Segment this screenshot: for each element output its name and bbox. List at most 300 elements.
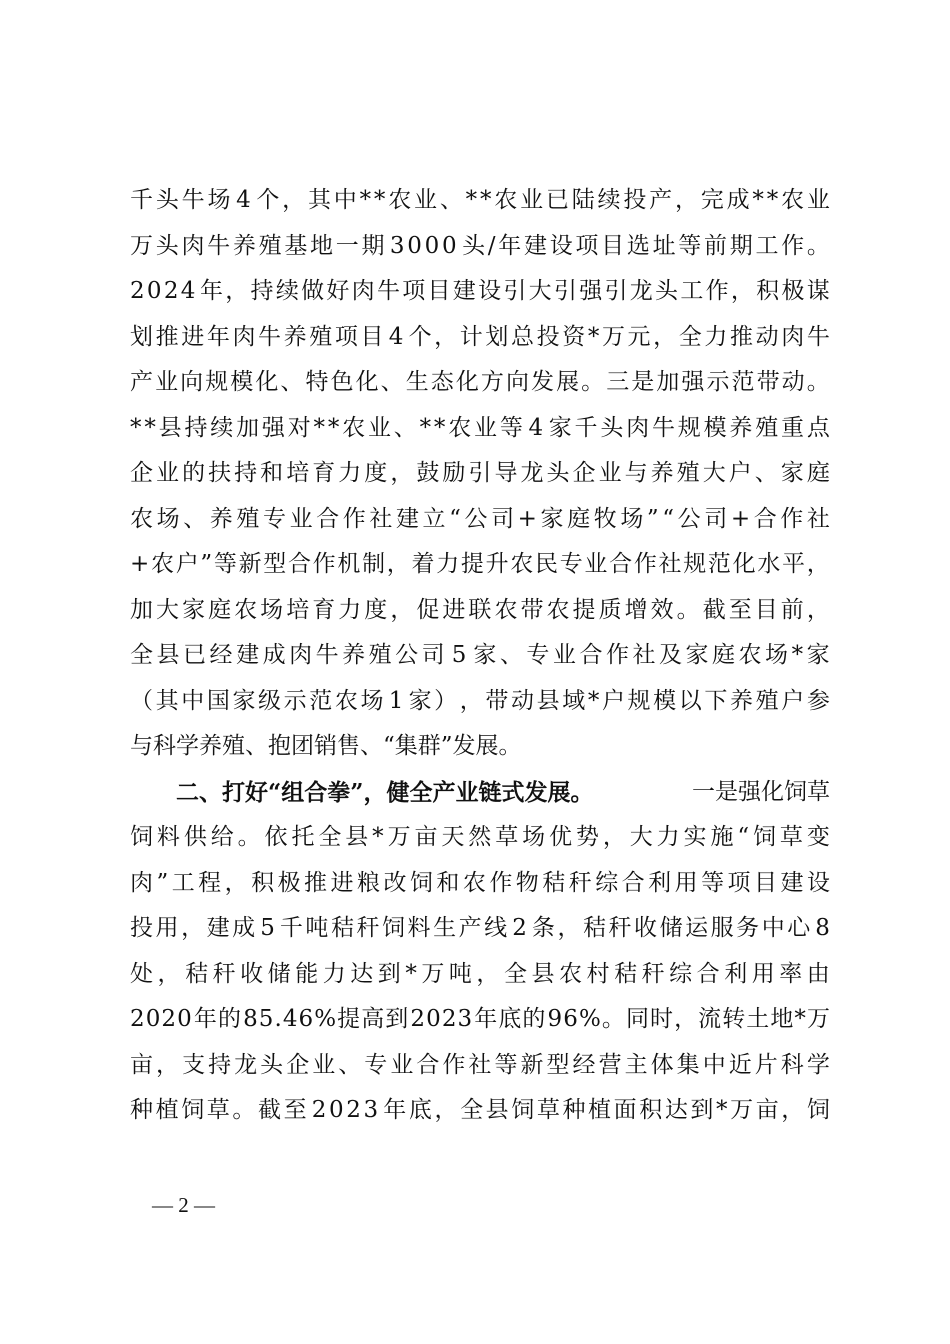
glyph: 面	[613, 1097, 637, 1123]
glyph: 型	[263, 551, 287, 577]
glyph: 到	[377, 960, 401, 987]
glyph: 草	[536, 1097, 560, 1123]
glyph: 4	[528, 414, 544, 441]
glyph: 进	[442, 596, 466, 623]
glyph: *	[587, 323, 600, 350]
glyph: 秸	[582, 915, 606, 941]
glyph: 万	[421, 960, 445, 987]
glyph: 联	[468, 596, 492, 623]
glyph: 。	[237, 824, 261, 850]
glyph: 用	[751, 960, 775, 987]
glyph: 社	[806, 505, 830, 532]
glyph: 业	[598, 460, 622, 486]
glyph: 极	[781, 278, 805, 304]
glyph: 设	[549, 232, 573, 259]
glyph: 年	[498, 232, 522, 259]
glyph: 0	[145, 1006, 161, 1032]
text-line	[130, 997, 830, 1043]
glyph: 。	[601, 1006, 625, 1032]
glyph: 截	[257, 1097, 281, 1123]
glyph: 等	[213, 551, 237, 577]
glyph: 目	[754, 869, 778, 896]
glyph: 综	[595, 869, 619, 896]
text-line	[130, 815, 830, 861]
glyph: %	[314, 1006, 337, 1032]
glyph: ）	[434, 687, 458, 714]
glyph: ，	[157, 960, 181, 987]
glyph: 综	[669, 960, 693, 987]
glyph: 底	[408, 1097, 432, 1123]
glyph: ，	[806, 551, 830, 577]
glyph: 产	[649, 187, 673, 213]
glyph: 牛	[651, 414, 675, 441]
glyph: 条	[531, 915, 555, 941]
glyph: 积	[639, 1097, 663, 1123]
glyph: 饲	[753, 824, 777, 850]
glyph: 处	[130, 960, 153, 987]
glyph: 牛	[376, 278, 400, 304]
glyph: 达	[664, 1097, 688, 1123]
glyph: 成	[262, 642, 286, 668]
glyph: 作	[312, 551, 336, 577]
glyph: 家	[806, 642, 830, 668]
glyph: 集	[676, 1051, 700, 1078]
glyph: 依	[264, 824, 288, 850]
glyph: 工	[171, 869, 195, 896]
glyph: 前	[704, 232, 727, 259]
glyph: 片	[754, 1051, 778, 1078]
glyph: 目	[427, 278, 451, 304]
glyph: 化	[355, 369, 379, 395]
glyph: 饲	[511, 1097, 535, 1123]
glyph: 基	[284, 232, 308, 259]
glyph: 成	[726, 187, 750, 213]
text-line	[130, 406, 830, 452]
glyph: 进	[330, 869, 354, 896]
glyph: 已	[545, 187, 569, 213]
glyph: 着	[411, 551, 435, 577]
glyph: 专	[364, 1051, 388, 1078]
glyph: ，	[181, 915, 205, 941]
glyph: 业	[390, 1051, 414, 1078]
glyph: 企	[572, 460, 596, 486]
glyph: *	[405, 960, 417, 987]
glyph: 、	[183, 505, 207, 532]
glyph: +	[517, 505, 537, 532]
glyph: 龙	[629, 278, 653, 304]
glyph: 3	[363, 1097, 379, 1123]
glyph: 。	[232, 1097, 256, 1123]
glyph: 全	[503, 960, 527, 987]
glyph: 业	[552, 642, 576, 668]
glyph: 合	[609, 551, 633, 577]
glyph: 模	[703, 414, 727, 441]
glyph: 养	[650, 460, 674, 486]
glyph: 度	[364, 596, 388, 623]
glyph: *	[766, 187, 779, 213]
glyph: 色	[330, 369, 354, 395]
glyph: ”	[156, 869, 169, 896]
glyph: 升	[485, 551, 509, 577]
text-line	[130, 178, 830, 224]
glyph: 4	[282, 1006, 298, 1032]
glyph: 县	[536, 687, 560, 714]
glyph: 料	[407, 915, 431, 941]
glyph: 其	[155, 687, 179, 714]
glyph: 范	[309, 687, 333, 714]
glyph: 谋	[806, 278, 830, 304]
glyph: 饲	[382, 915, 406, 941]
glyph: 肉	[232, 323, 256, 350]
glyph: 植	[588, 1097, 612, 1123]
glyph: 新	[238, 551, 262, 577]
glyph: 和	[436, 869, 460, 896]
glyph: 专	[526, 642, 550, 668]
glyph: 率	[779, 960, 803, 987]
text-line	[130, 269, 830, 315]
glyph: 年	[474, 1006, 498, 1032]
glyph: 促	[416, 596, 440, 623]
glyph: 家	[232, 687, 256, 714]
glyph: 收	[634, 915, 658, 941]
glyph: 力	[656, 824, 680, 850]
glyph: 储	[659, 915, 683, 941]
glyph: 0	[426, 1006, 441, 1032]
glyph: 4	[180, 278, 196, 304]
glyph: 项	[575, 232, 599, 259]
glyph: 农	[494, 596, 518, 623]
glyph: 业	[155, 369, 179, 395]
glyph: 力	[338, 596, 362, 623]
glyph: 带	[485, 687, 509, 714]
glyph: 龙	[520, 460, 544, 486]
glyph: 草	[206, 1097, 230, 1123]
glyph: 作	[442, 1051, 466, 1078]
glyph: 到	[385, 1006, 409, 1032]
glyph: 1	[388, 687, 404, 714]
glyph: %	[578, 1006, 601, 1032]
glyph: 作	[342, 505, 366, 532]
glyph: 4	[388, 323, 404, 350]
glyph: 业	[806, 187, 830, 213]
glyph: 。	[676, 596, 700, 623]
glyph: 牛	[315, 642, 339, 668]
glyph: 培	[286, 596, 310, 623]
glyph: 庭	[712, 642, 736, 668]
glyph: 千	[574, 414, 598, 441]
glyph: 业	[474, 414, 497, 441]
text-line	[130, 861, 830, 907]
glyph: 场	[260, 596, 284, 623]
glyph: 积	[251, 869, 275, 896]
glyph: 殖	[236, 505, 260, 532]
glyph: 加	[130, 596, 153, 623]
glyph: 业	[312, 1051, 336, 1078]
glyph: 设	[806, 869, 830, 896]
glyph: 农	[510, 551, 534, 577]
glyph: 养	[729, 687, 753, 714]
glyph: 作	[489, 869, 513, 896]
glyph: 0	[177, 1006, 192, 1032]
glyph: 持	[208, 1051, 232, 1078]
glyph: 强	[681, 369, 705, 395]
body-text	[130, 178, 830, 1134]
glyph: 农	[234, 596, 258, 623]
glyph: 2	[410, 1006, 426, 1032]
glyph: 制	[362, 551, 386, 577]
glyph: 饲	[181, 1097, 205, 1123]
glyph: 的	[217, 1006, 241, 1032]
glyph: 三	[606, 369, 630, 395]
glyph: 2	[163, 278, 179, 304]
glyph: 、	[338, 1051, 362, 1078]
glyph: 规	[627, 687, 651, 714]
glyph: 施	[710, 824, 734, 850]
glyph: 合	[621, 869, 645, 896]
glyph: 肉	[289, 642, 313, 668]
glyph: 种	[130, 1097, 153, 1123]
glyph: 体	[650, 1051, 674, 1078]
glyph: 引	[604, 278, 628, 304]
glyph: 规	[683, 551, 707, 577]
glyph: 农	[546, 596, 570, 623]
glyph: 近	[728, 1051, 752, 1078]
glyph: 经	[209, 642, 233, 668]
glyph: 牛	[181, 187, 205, 213]
glyph: 收	[240, 960, 264, 987]
glyph: 个	[408, 323, 432, 350]
glyph: 目	[601, 232, 625, 259]
glyph: 培	[286, 460, 310, 486]
glyph: 农	[388, 187, 412, 213]
glyph: 合	[753, 505, 777, 532]
glyph: 加	[236, 414, 260, 441]
glyph: 工	[755, 232, 779, 259]
glyph: 企	[286, 1051, 310, 1078]
glyph: 饲	[409, 869, 433, 896]
glyph: （	[130, 687, 153, 714]
glyph: ，	[225, 278, 249, 304]
glyph: 线	[484, 915, 508, 941]
glyph: 推	[729, 323, 753, 350]
glyph: 大	[629, 824, 653, 850]
glyph: ，	[156, 1051, 180, 1078]
glyph: /	[487, 232, 496, 259]
glyph: 动	[511, 687, 534, 714]
glyph: ”	[200, 551, 213, 577]
glyph: 社	[468, 1051, 492, 1078]
glyph: *	[419, 414, 432, 441]
text-line	[130, 224, 830, 270]
glyph: 秸	[614, 960, 638, 987]
glyph: ，	[224, 869, 248, 896]
glyph: 0	[424, 232, 440, 259]
glyph: 饲	[806, 1097, 830, 1123]
glyph: 已	[183, 642, 207, 668]
text-line: 与科学养殖、抱团销售、“集群”发展。	[130, 733, 522, 759]
glyph: 积	[756, 278, 780, 304]
glyph: 供	[183, 824, 207, 850]
glyph: 秆	[212, 960, 236, 987]
glyph: 利	[724, 960, 748, 987]
glyph: 户	[728, 460, 752, 486]
glyph: 工	[680, 278, 704, 304]
glyph: 牛	[806, 323, 830, 350]
glyph: 由	[806, 960, 830, 987]
glyph: 场	[765, 642, 789, 668]
glyph: 作	[633, 551, 657, 577]
glyph: 期	[729, 232, 753, 259]
glyph: 投	[536, 323, 560, 350]
glyph: 同	[625, 1006, 649, 1032]
glyph: 万	[730, 1097, 754, 1123]
glyph: 村	[586, 960, 610, 987]
glyph: 目	[360, 323, 384, 350]
glyph: 力	[338, 460, 362, 486]
glyph: 6	[563, 1006, 578, 1032]
glyph: 总	[511, 323, 534, 350]
glyph: 头	[546, 460, 570, 486]
glyph: 万	[601, 323, 625, 350]
glyph: 引	[468, 460, 492, 486]
glyph: 场	[620, 505, 644, 532]
glyph: 以	[678, 687, 702, 714]
glyph: 国	[206, 687, 230, 714]
glyph: 推	[304, 869, 328, 896]
glyph: 学	[806, 1051, 830, 1078]
glyph: 全	[130, 642, 153, 668]
glyph: 2	[346, 1097, 361, 1123]
text-line	[130, 451, 830, 497]
glyph: 鼓	[416, 460, 440, 486]
glyph: 、	[499, 642, 523, 668]
glyph: 农	[781, 187, 805, 213]
glyph: 等	[494, 1051, 518, 1078]
glyph: 划	[130, 323, 153, 350]
glyph: 范	[731, 369, 755, 395]
glyph: 做	[301, 278, 325, 304]
glyph: 励	[442, 460, 466, 486]
glyph: *	[465, 187, 478, 213]
glyph: 料	[156, 824, 180, 850]
glyph: 截	[702, 596, 726, 623]
glyph: 划	[485, 323, 509, 350]
glyph: 0	[407, 232, 422, 259]
glyph: 平	[782, 551, 806, 577]
glyph: 优	[549, 824, 572, 850]
text-line	[130, 1043, 830, 1089]
glyph: 肉	[130, 869, 153, 896]
glyph: 殖	[309, 323, 333, 350]
glyph: ，	[390, 460, 414, 486]
glyph: 3	[457, 1006, 473, 1032]
glyph: 0	[146, 278, 162, 304]
glyph: 大	[702, 460, 726, 486]
glyph: 态	[430, 369, 454, 395]
glyph: 和	[260, 460, 284, 486]
glyph: 及	[658, 642, 682, 668]
glyph: 向	[505, 369, 529, 395]
glyph: 地	[770, 1006, 794, 1032]
glyph: 8	[815, 915, 830, 941]
glyph: ，	[459, 687, 483, 714]
glyph: 、	[380, 369, 404, 395]
glyph: *	[791, 642, 804, 668]
glyph: 亩	[130, 1051, 153, 1078]
glyph: 肉	[351, 278, 375, 304]
glyph: 生	[433, 915, 457, 941]
glyph: 中	[702, 1051, 726, 1078]
glyph: 持	[234, 460, 258, 486]
glyph: 增	[624, 596, 648, 623]
glyph: 农	[130, 505, 153, 532]
glyph: ，	[674, 1006, 698, 1032]
glyph: 用	[674, 869, 698, 896]
glyph: ，	[386, 551, 410, 577]
glyph: 草	[779, 824, 803, 850]
section-heading: 二、打好“组合拳”，健全产业链式发展。	[176, 778, 594, 806]
section-heading-line	[130, 770, 830, 816]
glyph: 头	[155, 232, 179, 259]
glyph: 利	[648, 869, 672, 896]
glyph: 秆	[641, 960, 665, 987]
glyph: 合	[316, 505, 340, 532]
glyph: 程	[198, 869, 222, 896]
glyph: 中	[761, 915, 785, 941]
glyph: 农	[150, 551, 174, 577]
glyph: 5	[451, 642, 467, 668]
glyph: 司	[491, 505, 515, 532]
glyph: 发	[531, 369, 554, 395]
glyph: 年	[383, 1097, 407, 1123]
glyph: 引	[503, 278, 527, 304]
glyph: 示	[706, 369, 730, 395]
glyph: 企	[130, 460, 153, 486]
glyph: 效	[650, 596, 674, 623]
glyph: 势	[575, 824, 599, 850]
glyph: 项	[334, 323, 358, 350]
glyph: ，	[557, 915, 581, 941]
glyph: 种	[562, 1097, 586, 1123]
glyph: *	[372, 824, 384, 850]
glyph: 底	[498, 1006, 522, 1032]
glyph: 2	[311, 1097, 327, 1123]
glyph: 养	[209, 505, 233, 532]
glyph: ，	[434, 1097, 458, 1123]
glyph: 、	[280, 369, 304, 395]
glyph: 范	[707, 551, 731, 577]
glyph: 流	[698, 1006, 722, 1032]
glyph: 5	[260, 915, 275, 941]
glyph: 作	[605, 642, 629, 668]
glyph: 地	[310, 232, 334, 259]
glyph: 个	[256, 187, 280, 213]
glyph: “	[737, 824, 750, 850]
glyph: 5	[258, 1006, 274, 1032]
glyph: 庭	[208, 596, 232, 623]
glyph: 育	[312, 596, 336, 623]
glyph: 下	[704, 687, 728, 714]
glyph: 域	[562, 687, 586, 714]
glyph: *	[716, 1097, 728, 1123]
glyph: 前	[780, 596, 804, 623]
text-line	[130, 679, 830, 725]
glyph: 户	[781, 687, 805, 714]
glyph: 业	[520, 187, 544, 213]
glyph: 全	[460, 1097, 484, 1123]
glyph: *	[794, 1006, 806, 1032]
glyph: 。	[581, 369, 605, 395]
